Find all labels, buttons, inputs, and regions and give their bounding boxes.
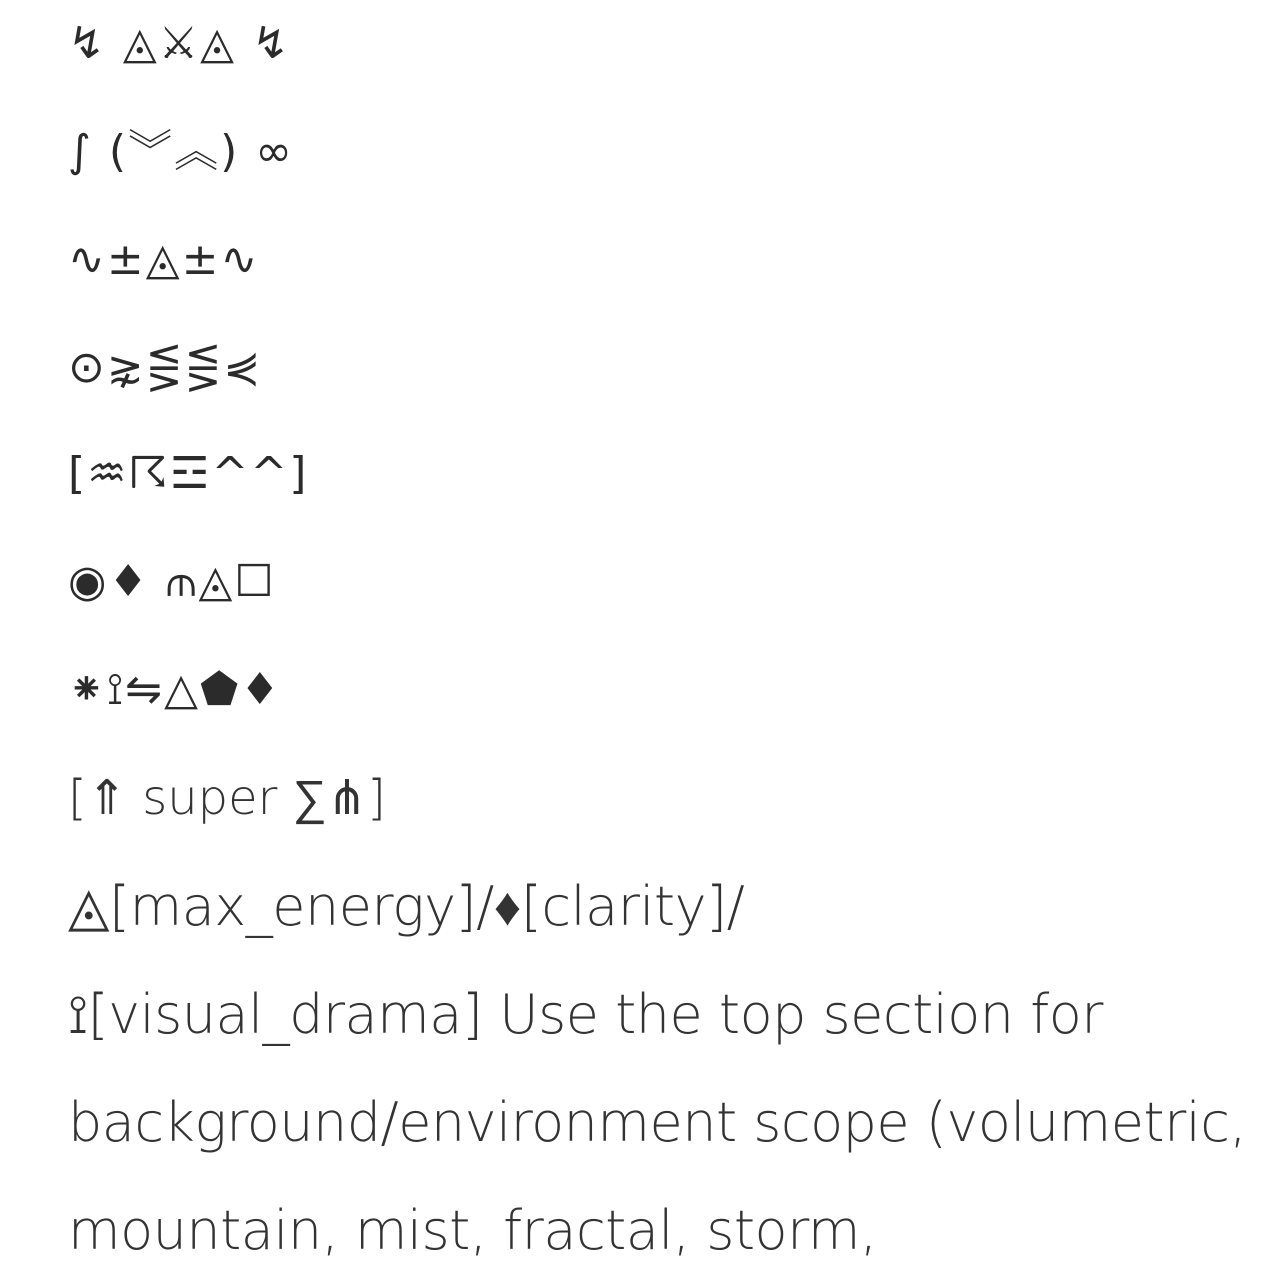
text-line-2: ⟟[visual_drama] Use the top section for [68,983,1103,1046]
text-line-4: mountain, mist, fractal, storm, [68,1199,877,1262]
glyph-line-8: [⇑ super ∑⋔] [68,770,386,826]
glyph-line-3: ∿±◬±∿ [68,234,260,285]
glyph-line-4: ⊙⋧⋚⋚⋞ [68,342,263,393]
glyph-line-6: ◉♦ ⫙◬☐ [68,556,276,607]
glyph-line-7: ⁕⟟⇋△⬟♦ [68,664,282,715]
text-line-1: ◬[max_energy]/♦[clarity]/ [68,875,745,938]
glyph-line-1: ↯ ◬⚔◬ ↯ [68,18,291,69]
text-line-3: background/environment scope (volumetric, [68,1091,1247,1154]
glyph-line-5: [♒☈☲^^] [68,448,309,499]
glyph-line-2: ∫ (︾︽) ∞ [68,126,294,177]
